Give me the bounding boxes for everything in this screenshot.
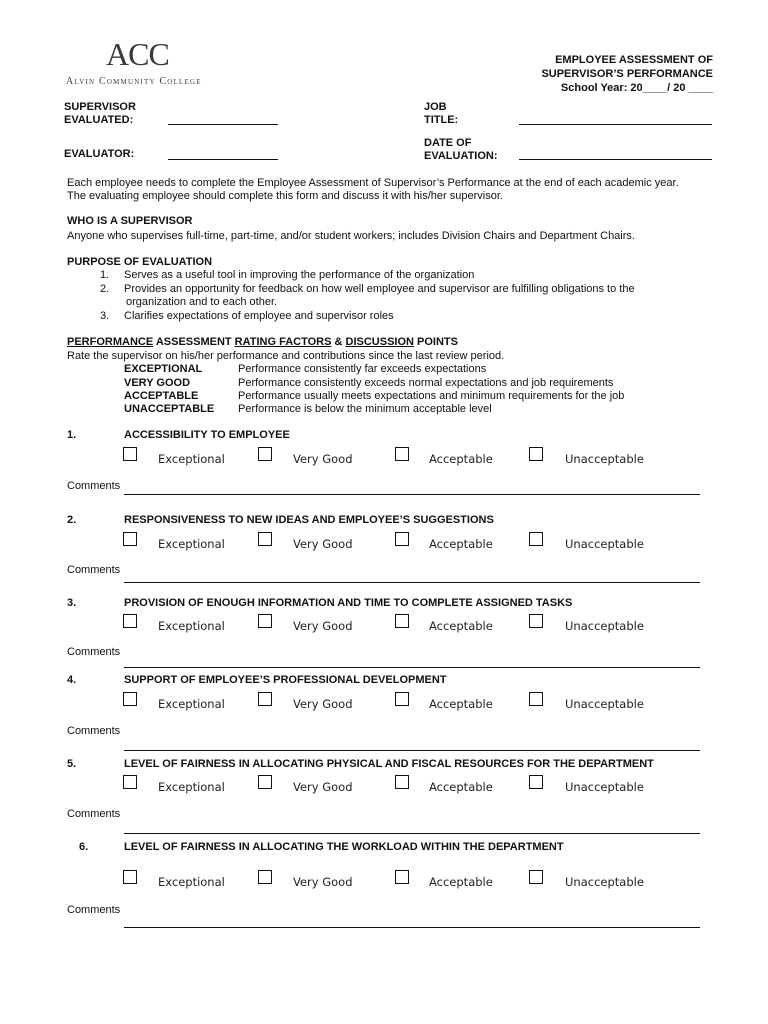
checkbox-acceptable[interactable] (395, 614, 409, 628)
school-year: School Year: 20____/ 20 ____ (560, 82, 713, 94)
comments-label: Comments (67, 480, 121, 492)
scale-term: VERY GOOD (124, 377, 191, 389)
college-logo (66, 34, 216, 92)
checkbox-exceptional[interactable] (123, 447, 137, 461)
scale-term: EXCEPTIONAL (124, 363, 203, 375)
question-number: 5. (67, 758, 77, 770)
purpose-heading: PURPOSE OF EVALUATION (67, 256, 213, 268)
job-title-field[interactable] (519, 124, 712, 125)
date-label-line-2: EVALUATION: (424, 150, 498, 162)
option-label: Very Good (293, 875, 353, 889)
checkbox-acceptable[interactable] (395, 775, 409, 789)
scale-desc: Performance is below the minimum acceptable level (238, 403, 492, 415)
option-label: Unacceptable (565, 452, 644, 466)
option-label: Exceptional (158, 875, 225, 889)
date-label (424, 137, 498, 163)
option-label: Unacceptable (565, 780, 644, 794)
job-label-line-1: JOB (424, 101, 447, 113)
option-label: Exceptional (158, 697, 225, 711)
question-number: 4. (67, 674, 77, 686)
scale-term: ACCEPTABLE (124, 390, 199, 402)
comments-label: Comments (67, 904, 121, 916)
purpose-text: Serves as a useful tool in improving the performance of the organization (124, 269, 475, 281)
intro-line-1: Each employee needs to complete the Employee Assessment of Supervisor’s Performance at the end of each academic year. (67, 177, 679, 189)
comments-line[interactable] (124, 582, 700, 583)
option-label: Unacceptable (565, 697, 644, 711)
question-title: LEVEL OF FAIRNESS IN ALLOCATING PHYSICAL AND FISCAL RESOURCES FOR THE DEPARTMENT (124, 758, 654, 770)
comments-label: Comments (67, 725, 121, 737)
checkbox-very-good[interactable] (258, 532, 272, 546)
checkbox-very-good[interactable] (258, 447, 272, 461)
checkbox-unacceptable[interactable] (529, 532, 543, 546)
date-field[interactable] (519, 159, 712, 160)
who-text: Anyone who supervises full-time, part-time, and/or student workers; includes Division Chairs and Department Chairs. (67, 230, 635, 242)
purpose-text: Clarifies expectations of employee and supervisor roles (124, 310, 394, 322)
option-label: Very Good (293, 537, 353, 551)
checkbox-very-good[interactable] (258, 614, 272, 628)
checkbox-very-good[interactable] (258, 870, 272, 884)
purpose-num: 3. (100, 310, 110, 322)
comments-line[interactable] (124, 750, 700, 751)
checkbox-unacceptable[interactable] (529, 775, 543, 789)
supervisor-label-line-1: SUPERVISOR (64, 101, 136, 113)
scale-desc: Performance consistently exceeds normal expectations and job requirements (238, 377, 614, 389)
who-heading: WHO IS A SUPERVISOR (67, 215, 193, 227)
intro-line-2: The evaluating employee should complete this form and discuss it with his/her supervisor. (67, 190, 503, 202)
option-label: Exceptional (158, 780, 225, 794)
option-label: Unacceptable (565, 537, 644, 551)
option-label: Unacceptable (565, 875, 644, 889)
rating-heading-part: FACTORS (276, 336, 332, 348)
comments-line[interactable] (124, 667, 700, 668)
rating-heading-part: PERFORMANCE (67, 336, 154, 348)
checkbox-exceptional[interactable] (123, 870, 137, 884)
date-label-line-1: DATE OF (424, 137, 472, 149)
checkbox-exceptional[interactable] (123, 614, 137, 628)
option-label: Acceptable (429, 780, 493, 794)
comments-label: Comments (67, 646, 121, 658)
checkbox-acceptable[interactable] (395, 447, 409, 461)
question-title: LEVEL OF FAIRNESS IN ALLOCATING THE WORKLOAD WITHIN THE DEPARTMENT (124, 841, 564, 853)
checkbox-acceptable[interactable] (395, 532, 409, 546)
question-title: RESPONSIVENESS TO NEW IDEAS AND EMPLOYEE’S SUGGESTIONS (124, 514, 494, 526)
checkbox-very-good[interactable] (258, 775, 272, 789)
supervisor-field[interactable] (168, 124, 278, 125)
purpose-item (100, 283, 109, 296)
checkbox-acceptable[interactable] (395, 870, 409, 884)
title-line-1: EMPLOYEE ASSESSMENT OF (555, 54, 713, 66)
question-number: 6. (79, 841, 89, 853)
option-label: Acceptable (429, 697, 493, 711)
form-title (541, 53, 713, 95)
option-label: Acceptable (429, 619, 493, 633)
option-label: Exceptional (158, 452, 225, 466)
supervisor-label-line-2: EVALUATED: (64, 114, 134, 126)
title-line-2: SUPERVISOR’S PERFORMANCE (541, 68, 713, 80)
scale-desc: Performance consistently far exceeds expectations (238, 363, 487, 375)
rating-heading-part: & (331, 336, 346, 348)
purpose-text-cont: organization and to each other. (126, 296, 278, 308)
checkbox-unacceptable[interactable] (529, 447, 543, 461)
college-name: Alvin Community College (66, 76, 202, 87)
question-title: PROVISION OF ENOUGH INFORMATION AND TIME TO COMPLETE ASSIGNED TASKS (124, 597, 573, 609)
checkbox-very-good[interactable] (258, 692, 272, 706)
evaluator-field[interactable] (168, 159, 278, 160)
purpose-item (100, 310, 109, 323)
checkbox-exceptional[interactable] (123, 692, 137, 706)
option-label: Acceptable (429, 875, 493, 889)
scale-desc: Performance usually meets expectations and minimum requirements for the job (238, 390, 625, 402)
question-number: 1. (67, 429, 77, 441)
rating-intro: Rate the supervisor on his/her performance and contributions since the last review period. (67, 350, 505, 362)
option-label: Exceptional (158, 537, 225, 551)
question-title: SUPPORT OF EMPLOYEE’S PROFESSIONAL DEVELOPMENT (124, 674, 447, 686)
job-label-line-2: TITLE: (424, 114, 459, 126)
option-label: Very Good (293, 452, 353, 466)
job-title-label (424, 101, 458, 127)
comments-label: Comments (67, 564, 121, 576)
logo-mark: ACC (106, 36, 169, 72)
purpose-item (100, 269, 109, 282)
purpose-num: 1. (100, 269, 110, 281)
rating-heading-part: POINTS (413, 336, 458, 348)
intro-text (67, 177, 679, 203)
scale-term: UNACCEPTABLE (124, 403, 215, 415)
option-label: Unacceptable (565, 619, 644, 633)
comments-label: Comments (67, 808, 121, 820)
checkbox-unacceptable[interactable] (529, 870, 543, 884)
option-label: Acceptable (429, 452, 493, 466)
question-number: 3. (67, 597, 77, 609)
option-label: Acceptable (429, 537, 493, 551)
rating-heading (67, 336, 458, 349)
checkbox-acceptable[interactable] (395, 692, 409, 706)
option-label: Very Good (293, 619, 353, 633)
checkbox-unacceptable[interactable] (529, 692, 543, 706)
checkbox-unacceptable[interactable] (529, 614, 543, 628)
purpose-num: 2. (100, 283, 110, 295)
option-label: Very Good (293, 697, 353, 711)
question-number: 2. (67, 514, 77, 526)
question-title: ACCESSIBILITY TO EMPLOYEE (124, 429, 290, 441)
checkbox-exceptional[interactable] (123, 775, 137, 789)
option-label: Very Good (293, 780, 353, 794)
rating-heading-part: RATING (234, 336, 277, 348)
comments-line[interactable] (124, 927, 700, 928)
purpose-text: Provides an opportunity for feedback on how well employee and supervisor are fulfilling obligations to the (124, 283, 635, 295)
rating-heading-part: ASSESSMENT (153, 336, 235, 348)
option-label: Exceptional (158, 619, 225, 633)
comments-line[interactable] (124, 833, 700, 834)
comments-line[interactable] (124, 494, 700, 495)
supervisor-label (64, 101, 136, 127)
rating-heading-part: DISCUSSION (345, 336, 414, 348)
evaluator-label: EVALUATOR: (64, 148, 135, 160)
checkbox-exceptional[interactable] (123, 532, 137, 546)
